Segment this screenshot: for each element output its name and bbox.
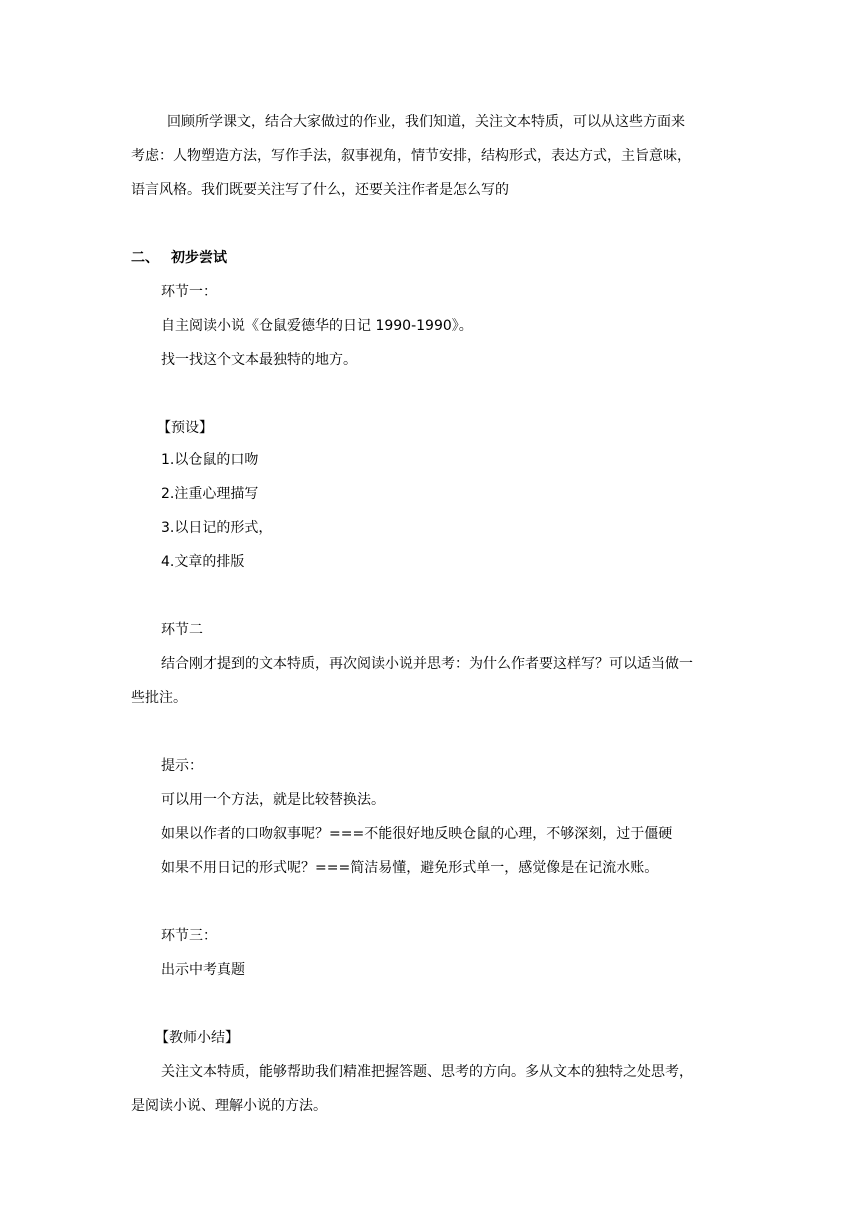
step1-task-2: 找一找这个文本最独特的地方。	[161, 352, 357, 368]
hint-line-1: 可以用一个方法，就是比较替换法。	[161, 792, 385, 808]
intro-line-3: 语言风格。我们既要关注写了什么，还要关注作者是怎么写的	[131, 182, 509, 198]
hint-line-3: 如果不用日记的形式呢？===简洁易懂，避免形式单一，感觉像是在记流水账。	[161, 860, 659, 876]
preset-item: 3.以日记的形式，	[161, 520, 273, 536]
section-number: 二、	[131, 250, 159, 266]
summary-line-2: 是阅读小说、理解小说的方法。	[131, 1098, 327, 1114]
step1-label: 环节一：	[161, 284, 217, 300]
section-heading	[131, 248, 227, 268]
step2-line-1: 结合刚才提到的文本特质，再次阅读小说并思考：为什么作者要这样写？可以适当做一	[161, 656, 693, 672]
hint-label: 提示：	[161, 758, 203, 774]
intro-line-2: 考虑：人物塑造方法，写作手法，叙事视角，情节安排，结构形式，表达方式，主旨意味，	[131, 148, 691, 164]
intro-line-1: 回顾所学课文，结合大家做过的作业，我们知道，关注文本特质，可以从这些方面来	[167, 114, 685, 130]
preset-item: 2.注重心理描写	[161, 486, 259, 502]
step1-task-1: 自主阅读小说《仓鼠爱德华的日记 1990-1990》。	[161, 318, 473, 334]
preset-item: 4.文章的排版	[161, 554, 245, 570]
hint-line-2: 如果以作者的口吻叙事呢？===不能很好地反映仓鼠的心理，不够深刻，过于僵硬	[161, 826, 673, 842]
step3-label: 环节三：	[161, 928, 217, 944]
section-title: 初步尝试	[171, 250, 227, 266]
step2-label: 环节二	[161, 622, 203, 638]
summary-line-1: 关注文本特质，能够帮助我们精准把握答题、思考的方向。多从文本的独特之处思考，	[161, 1064, 693, 1080]
preset-label: 【预设】	[157, 420, 213, 436]
preset-item: 1.以仓鼠的口吻	[161, 452, 259, 468]
step2-line-2: 些批注。	[131, 690, 187, 706]
step3-task: 出示中考真题	[161, 962, 245, 978]
summary-label: 【教师小结】	[155, 1030, 239, 1046]
